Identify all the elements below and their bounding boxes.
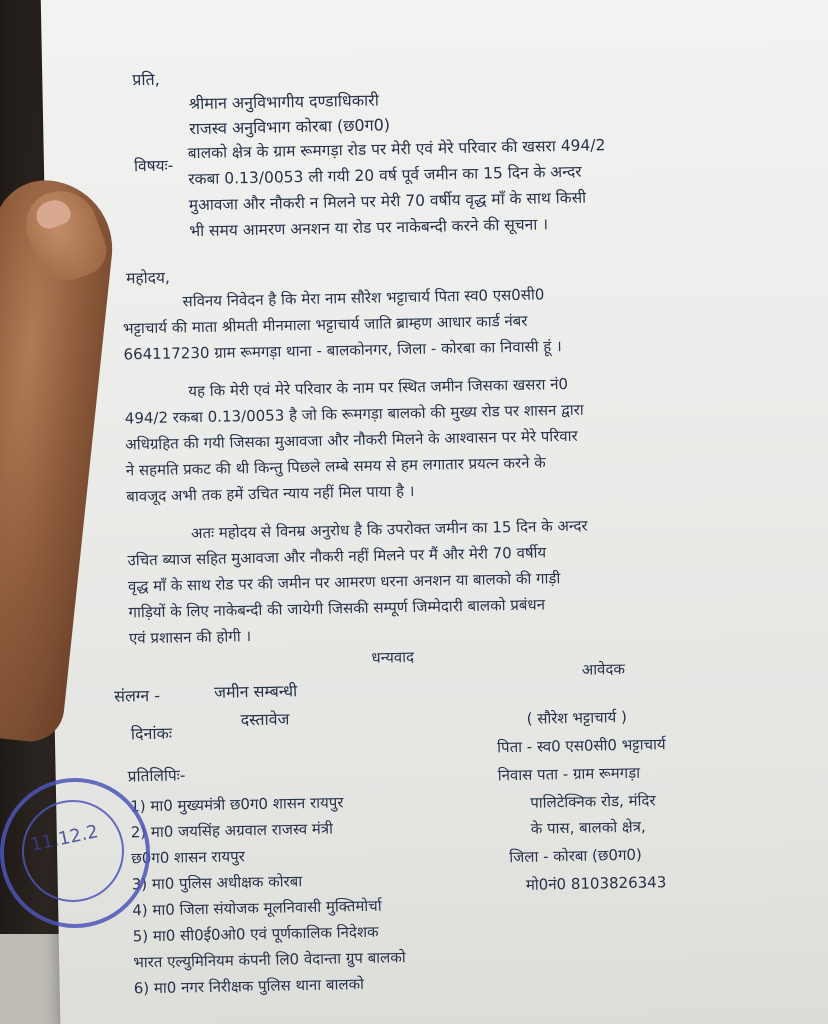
thanks-text: धन्यवाद [371, 647, 415, 667]
para2-line-5: बावजूद अभी तक हमें उचित न्याय नहीं मिल पाया है । [126, 481, 415, 506]
office-stamp [0, 778, 150, 928]
copy-to-item: भारत एल्युमिनियम कंपनी लि0 वेदान्ता ग्रुप बालको [133, 948, 406, 972]
stamp-date: 11.12.2 [28, 821, 101, 856]
para1-line-2: भट्टाचार्य की माता श्रीमती मीनमाला भट्टाचार्य जाति ब्राम्हण आधार कार्ड नंबर [122, 311, 528, 338]
enclosure-label: संलग्न - [113, 685, 161, 706]
para2-line-4: ने सहमति प्रकट की थी किन्तु पिछले लम्बे समय से हम लगातार प्रयत्न करने के [125, 453, 546, 480]
para3-line-3: वृद्ध माँ के साथ रोड पर की जमीन पर आमरण धरना अनशन या बालको की गाड़ी [127, 569, 561, 596]
greeting: महोदय, [125, 268, 170, 288]
para2-line-1: यह कि मेरी एवं मेरे परिवार के नाम पर स्थित जमीन जिसका खसरा नं0 [188, 374, 569, 401]
addressee-line-1: श्रीमान अनुविभागीय दण्डाधिकारी [188, 90, 380, 114]
subject-label: विषयः- [133, 156, 174, 176]
copy-to-item: 1) मा0 मुख्यमंत्री छ0ग0 शासन रायपुर [130, 793, 344, 816]
enclosure-line-1: जमीन सम्बन्धी [213, 681, 298, 702]
applicant-mobile: मो0नं0 8103826343 [525, 873, 667, 894]
subject-line-3: मुआवजा और नौकरी न मिलने पर मेरी 70 वर्षीय वृद्ध माँ के साथ किसी [188, 188, 587, 215]
para3-line-2: उचित ब्याज सहित मुआवजा और नौकरी नहीं मिलने पर मैं और मेरी 70 वर्षीय [127, 543, 547, 570]
applicant-address-3: के पास, बालको क्षेत्र, [530, 817, 646, 838]
subject-line-4: भी समय आमरण अनशन या रोड पर नाकेबन्दी करने की सूचना । [189, 215, 549, 241]
copy-to-item: 3) मा0 पुलिस अधीक्षक कोरबा [131, 872, 303, 894]
subject-line-2: रकबा 0.13/0053 ली गयी 20 वर्ष पूर्व जमीन का 15 दिन के अन्दर [188, 162, 582, 189]
copy-to-label: प्रतिलिपिः- [127, 766, 186, 786]
thumbnail-nail [33, 196, 74, 232]
para1-line-3: 664117230 ग्राम रूमगड़ा थाना - बालकोनगर, जिला - कोरबा का निवासी हूं । [123, 337, 562, 364]
subject-line-1: बालको क्षेत्र के ग्राम रूमगड़ा रोड पर मेरी एवं मेरे परिवार की खसरा 494/2 [187, 136, 606, 163]
para2-line-2: 494/2 रकबा 0.13/0053 है जो कि रूमगड़ा बालको की मुख्य रोड पर शासन द्वारा [124, 400, 584, 428]
para3-line-4: गाड़ियों के लिए नाकेबन्दी की जायेगी जिसकी सम्पूर्ण जिम्मेदारी बालको प्रबंधन [128, 595, 546, 622]
copy-to-item: 2) मा0 जयसिंह अग्रवाल राजस्व मंत्री [130, 819, 334, 842]
date-label: दिनांकः [130, 723, 173, 744]
applicant-address-1: निवास पता - ग्राम रूमगड़ा [497, 763, 641, 785]
para3-line-1: अतः महोदय से विनम्र अनुरोध है कि उपरोक्त जमीन का 15 दिन के अन्दर [190, 516, 588, 543]
copy-to-item: 5) मा0 सी0ई0ओ0 एवं पूर्णकालिक निदेशक [132, 922, 379, 946]
salutation-prefix: प्रति, [132, 69, 160, 90]
copy-to-item: 4) मा0 जिला संयोजक मूलनिवासी मुक्तिमोर्चा [132, 896, 382, 920]
applicant-father: पिता - स्व0 एस0सी0 भट्टाचार्य [497, 735, 666, 757]
para1-line-1: सविनय निवेदन है कि मेरा नाम सौरेश भट्टाचार्य पिता स्व0 एस0सी0 [182, 285, 545, 311]
para2-line-3: अधिग्रहित की गयी जिसका मुआवजा और नौकरी मिलने के आश्वासन पर मेरे परिवार [125, 426, 578, 454]
applicant-label: आवेदक [581, 659, 626, 679]
para3-line-5: एवं प्रशासन की होगी । [128, 627, 252, 648]
copy-to-item: 6) मा0 नगर निरीक्षक पुलिस थाना बालको [133, 974, 365, 998]
enclosure-line-2: दस्तावेज [240, 709, 290, 730]
letter-page [40, 0, 828, 1024]
copy-to-item: छ0ग0 शासन रायपुर [131, 847, 245, 868]
applicant-address-2: पालिटेक्निक रोड, मंदिर [530, 791, 656, 812]
addressee-line-2: राजस्व अनुविभाग कोरबा (छ0ग0) [189, 115, 391, 139]
applicant-district: जिला - कोरबा (छ0ग0) [509, 845, 642, 867]
applicant-name: ( सौरेश भट्टाचार्य ) [526, 707, 628, 728]
